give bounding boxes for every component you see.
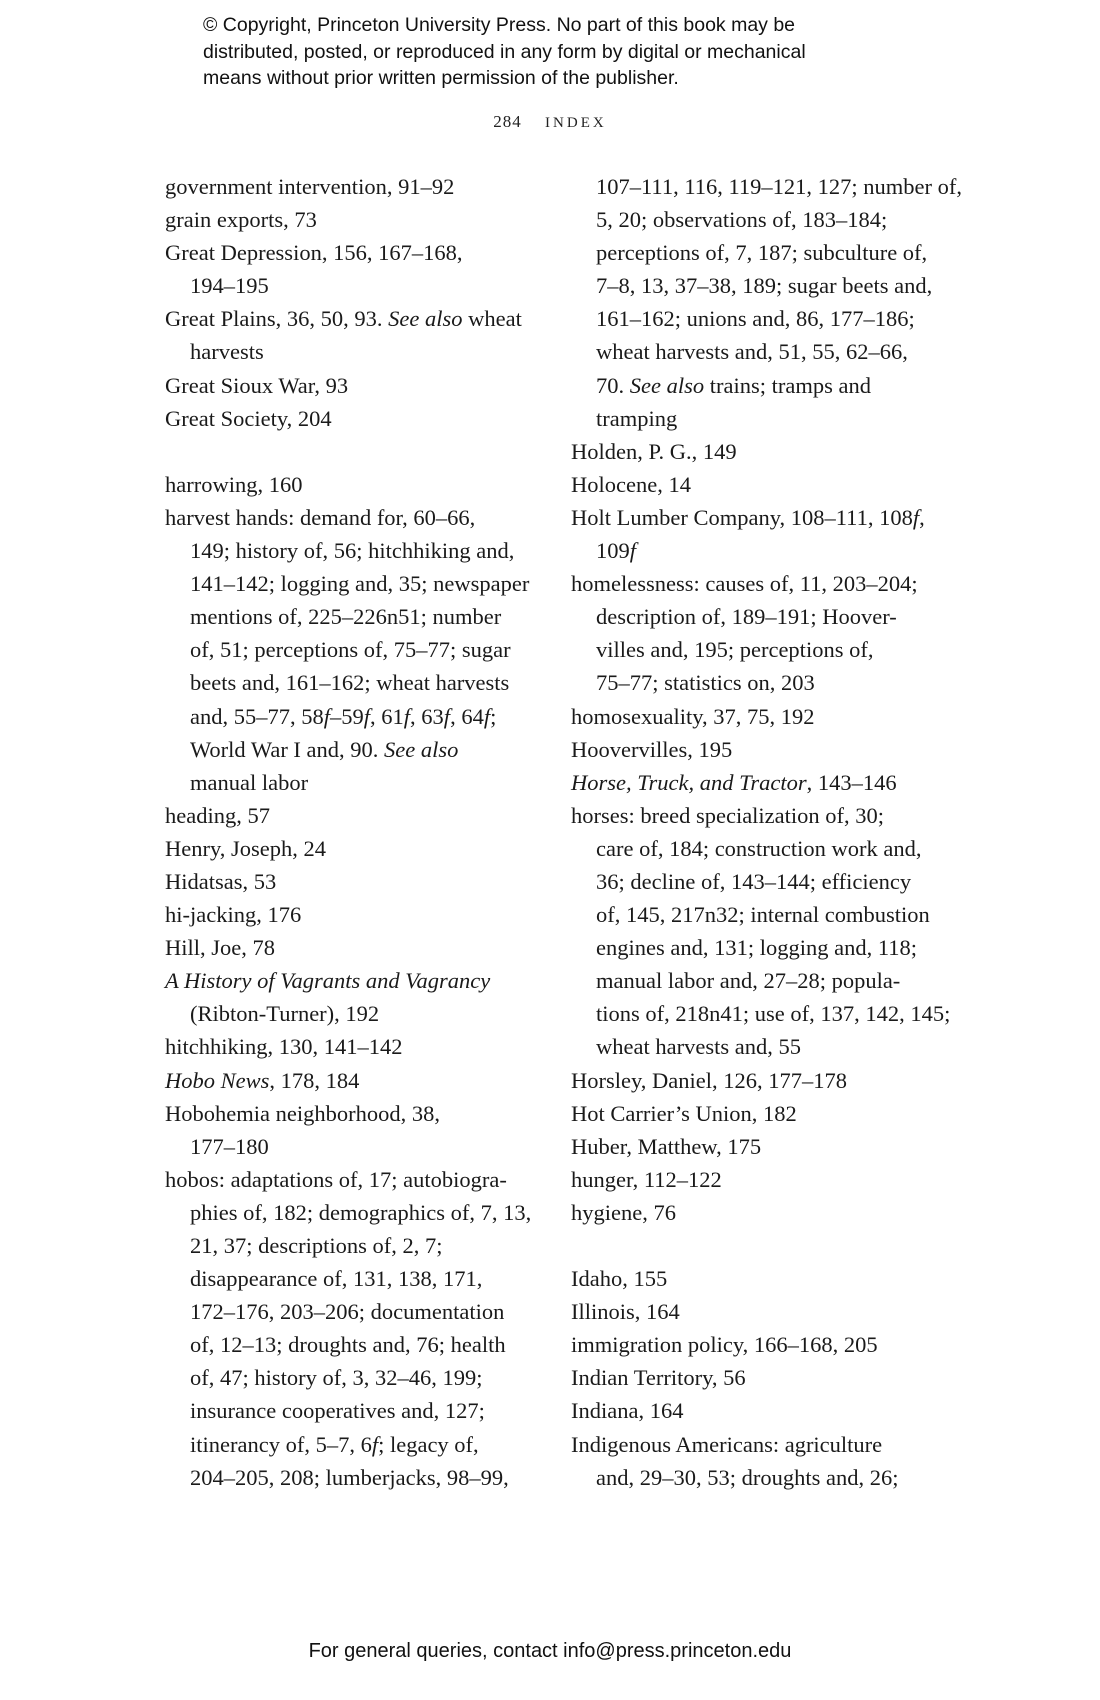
entry-text: homosexuality, 37, 75, 192 [571, 703, 815, 729]
index-entry [165, 236, 525, 269]
italic-text: f [363, 703, 371, 729]
entry-text: insurance cooperatives and, 127; [190, 1398, 485, 1424]
entry-text: 5, 20; observations of, 183–184; [596, 207, 888, 233]
index-continuation-line [571, 898, 931, 931]
entry-text: 109 [596, 538, 630, 564]
index-continuation-line [571, 1030, 931, 1063]
entry-text: and, 55–77, 58 [190, 703, 324, 729]
index-continuation-line [571, 865, 931, 898]
entry-text: hygiene, 76 [571, 1199, 676, 1225]
index-entry [571, 733, 931, 766]
index-entry [571, 501, 931, 534]
entry-text: Great Depression, 156, 167–168, [165, 240, 463, 266]
copyright-notice [203, 12, 923, 92]
entry-text: Hill, Joe, 78 [165, 935, 275, 961]
entry-text: wheat [462, 306, 522, 332]
italic-text: See also [629, 372, 705, 398]
copyright-line: © Copyright, Princeton University Press. No part of this book may be [203, 14, 796, 36]
entry-text: trains; tramps and [704, 372, 871, 398]
entry-text: World War I and, 90. [190, 736, 385, 762]
entry-text: ; [490, 703, 497, 729]
entry-text: ; legacy of, [378, 1431, 479, 1457]
entry-text: Henry, Joseph, 24 [165, 835, 327, 861]
entry-text: Hidatsas, 53 [165, 868, 277, 894]
index-entry [165, 832, 525, 865]
index-entry [571, 1328, 931, 1361]
entry-text: , 178, 184 [269, 1067, 360, 1093]
index-entry [165, 1064, 525, 1097]
entry-text: Horsley, Daniel, 126, 177–178 [571, 1067, 847, 1093]
entry-text: , 63 [410, 703, 444, 729]
entry-text: Hot Carrier’s Union, 182 [571, 1100, 797, 1126]
index-entry [571, 700, 931, 733]
index-entry [165, 1163, 525, 1196]
entry-text: 36; decline of, 143–144; efficiency [596, 868, 912, 894]
entry-text: 107–111, 116, 119–121, 127; number of, [596, 174, 963, 199]
entry-text: , 143–146 [806, 769, 897, 795]
index-spacer [571, 1229, 931, 1262]
entry-text: tramping [596, 405, 678, 431]
entry-text: (Ribton-Turner), 192 [190, 1001, 380, 1027]
index-entry [165, 1030, 525, 1063]
index-entry [571, 1361, 931, 1394]
index-continuation-line [165, 1361, 525, 1394]
entry-text: care of, 184; construction work and, [596, 835, 922, 861]
index-entry [571, 1064, 931, 1097]
entry-text: hitchhiking, 130, 141–142 [165, 1034, 403, 1060]
entry-text: Idaho, 155 [571, 1266, 668, 1292]
entry-text: Hoovervilles, 195 [571, 736, 733, 762]
index-entry [165, 369, 525, 402]
entry-text: phies of, 182; demographics of, 7, 13, [190, 1199, 532, 1225]
entry-text: Holt Lumber Company, 108–111, 108 [571, 504, 913, 530]
index-entry [165, 468, 525, 501]
section-title: INDEX [545, 115, 607, 131]
entry-text: wheat harvests and, 51, 55, 62–66, [596, 339, 908, 365]
index-entry [571, 1262, 931, 1295]
index-continuation-line [165, 997, 525, 1030]
index-continuation-line [165, 1262, 525, 1295]
index-continuation-line [571, 1461, 931, 1494]
index-continuation-line [165, 1295, 525, 1328]
index-continuation-line [165, 1196, 532, 1229]
index-continuation-line [571, 600, 931, 633]
entry-text: 172–176, 203–206; documentation [190, 1299, 505, 1325]
entry-text: horses: breed specialization of, 30; [571, 802, 885, 828]
index-continuation-line [571, 534, 931, 567]
index-continuation-line [165, 534, 525, 567]
index-continuation-line [165, 1328, 525, 1361]
entry-text: villes and, 195; perceptions of, [596, 637, 874, 663]
index-column-right [571, 170, 963, 1494]
index-entry [571, 1394, 931, 1427]
index-continuation-line [571, 964, 931, 997]
index-entry [571, 1130, 931, 1163]
index-continuation-line [571, 335, 931, 368]
entry-text: 204–205, 208; lumberjacks, 98–99, [190, 1464, 509, 1490]
index-spacer [165, 435, 525, 468]
entry-text: itinerancy of, 5–7, 6 [190, 1431, 372, 1457]
entry-text: description of, 189–191; Hoover- [596, 604, 897, 630]
entry-text: harvests [190, 339, 264, 365]
entry-text: wheat harvests and, 55 [596, 1034, 801, 1060]
italic-text: f [371, 1431, 379, 1457]
entry-text: Indigenous Americans: agriculture [571, 1431, 883, 1457]
entry-text: , 64 [450, 703, 484, 729]
index-continuation-line [571, 302, 931, 335]
entry-text: perceptions of, 7, 187; subculture of, [596, 240, 928, 266]
italic-text: Horse, Truck, and Tractor [571, 769, 807, 795]
index-entry [165, 170, 525, 203]
italic-text: See also [388, 306, 463, 332]
entry-text: 161–162; unions and, 86, 177–186; [596, 306, 915, 332]
index-continuation-line [165, 1229, 525, 1262]
entry-text: Indian Territory, 56 [571, 1365, 746, 1391]
italic-text: Hobo News [165, 1067, 270, 1093]
entry-text: Huber, Matthew, 175 [571, 1133, 762, 1159]
index-continuation-line [571, 666, 931, 699]
index-column-left [165, 170, 532, 1494]
index-continuation-line [571, 402, 931, 435]
entry-text: of, 51; perceptions of, 75–77; sugar [190, 637, 511, 663]
entry-text: engines and, 131; logging and, 118; [596, 935, 917, 961]
copyright-line: distributed, posted, or reproduced in any form by digital or mechanical [203, 40, 806, 63]
index-entry [165, 931, 525, 964]
index-continuation-line [165, 269, 525, 302]
page-number: 284 [493, 112, 522, 131]
italic-text: f [443, 703, 451, 729]
italic-text: f [403, 703, 411, 729]
index-continuation-line [571, 236, 931, 269]
entry-text: 70. [596, 372, 630, 398]
entry-text: –59 [330, 703, 364, 729]
italic-text: See also [384, 736, 459, 762]
italic-text: A History of Vagrants and Vagrancy [165, 968, 491, 994]
index-continuation-line [165, 733, 525, 766]
index-continuation-line [165, 666, 525, 699]
entry-text: 141–142; logging and, 35; newspaper [190, 571, 530, 597]
entry-text: , [919, 504, 925, 530]
entry-text: manual labor [190, 769, 309, 795]
index-continuation-line [165, 567, 530, 600]
entry-text: , 61 [370, 703, 404, 729]
entry-text: of, 47; history of, 3, 32–46, 199; [190, 1365, 483, 1391]
index-continuation-line [165, 1461, 525, 1494]
italic-text: f [483, 703, 491, 729]
entry-text: Great Plains, 36, 50, 93. [165, 306, 389, 332]
entry-text: Holden, P. G., 149 [571, 438, 737, 464]
entry-text: immigration policy, 166–168, 205 [571, 1332, 878, 1358]
index-continuation-line [571, 369, 931, 402]
entry-text: harvest hands: demand for, 60–66, [165, 504, 476, 530]
index-continuation-line [165, 335, 525, 368]
entry-text: Holocene, 14 [571, 471, 691, 497]
index-entry [165, 865, 525, 898]
index-entry [165, 898, 525, 931]
italic-text: f [629, 538, 637, 564]
index-continuation-line [571, 269, 931, 302]
index-entry [571, 766, 931, 799]
index-entry [571, 435, 931, 468]
index-entry [571, 1196, 931, 1229]
index-entry [165, 799, 525, 832]
index-continuation-line [571, 203, 931, 236]
entry-text: mentions of, 225–226n51; number [190, 604, 502, 630]
index-continuation-line [571, 931, 931, 964]
running-head [0, 112, 1100, 132]
entry-text: hunger, 112–122 [571, 1166, 722, 1192]
index-entry [571, 1295, 931, 1328]
index-entry [165, 203, 525, 236]
entry-text: manual labor and, 27–28; popula- [596, 968, 901, 994]
index-continuation-line [165, 1394, 525, 1427]
entry-text: 75–77; statistics on, 203 [596, 670, 815, 696]
italic-text: f [323, 703, 331, 729]
index-continuation-line [165, 766, 525, 799]
entry-text: disappearance of, 131, 138, 171, [190, 1266, 483, 1292]
entry-text: Great Society, 204 [165, 405, 332, 431]
footer-contact: For general queries, contact info@press.princeton.edu [308, 1640, 792, 1662]
entry-text: beets and, 161–162; wheat harvests [190, 670, 510, 696]
index-continuation-line [571, 832, 931, 865]
entry-text: tions of, 218n41; use of, 137, 142, 145; [596, 1001, 951, 1027]
entry-text: heading, 57 [165, 802, 270, 828]
index-continuation-line [571, 170, 963, 203]
entry-text: hobos: adaptations of, 17; autobiogra- [165, 1166, 507, 1192]
entry-text: 21, 37; descriptions of, 2, 7; [190, 1233, 443, 1258]
entry-text: Great Sioux War, 93 [165, 372, 349, 398]
entry-text: Illinois, 164 [571, 1299, 680, 1325]
entry-text: homelessness: causes of, 11, 203–204; [571, 571, 918, 597]
index-entry [165, 402, 525, 435]
entry-text: 177–180 [190, 1133, 269, 1159]
entry-text: 149; history of, 56; hitchhiking and, [190, 538, 515, 564]
index-entry [571, 1428, 931, 1461]
entry-text: and, 29–30, 53; droughts and, 26; [596, 1464, 899, 1490]
entry-text: harrowing, 160 [165, 471, 303, 497]
index-entry [165, 302, 525, 335]
entry-text: Hobohemia neighborhood, 38, [165, 1100, 440, 1126]
index-entry [571, 799, 931, 832]
index-continuation-line [571, 997, 951, 1030]
italic-text: f [912, 504, 920, 530]
index-entry [165, 1097, 525, 1130]
index-continuation-line [165, 1130, 525, 1163]
entry-text: hi-jacking, 176 [165, 902, 302, 928]
index-entry [165, 501, 525, 534]
index-continuation-line [165, 700, 525, 733]
index-entry [571, 468, 931, 501]
index-entry [571, 1097, 931, 1130]
index-entry [165, 964, 525, 997]
index-entry [571, 1163, 931, 1196]
entry-text: Indiana, 164 [571, 1398, 684, 1424]
entry-text: 7–8, 13, 37–38, 189; sugar beets and, [596, 273, 933, 299]
index-continuation-line [165, 1428, 525, 1461]
index-continuation-line [571, 633, 931, 666]
copyright-line: means without prior written permission of the publisher. [203, 67, 679, 89]
index-continuation-line [165, 633, 525, 666]
index-continuation-line [165, 600, 525, 633]
entry-text: 194–195 [190, 273, 269, 299]
entry-text: government intervention, 91–92 [165, 174, 455, 199]
entry-text: of, 12–13; droughts and, 76; health [190, 1332, 506, 1358]
entry-text: grain exports, 73 [165, 207, 317, 233]
index-entry [571, 567, 931, 600]
entry-text: of, 145, 217n32; internal combustion [596, 902, 930, 928]
